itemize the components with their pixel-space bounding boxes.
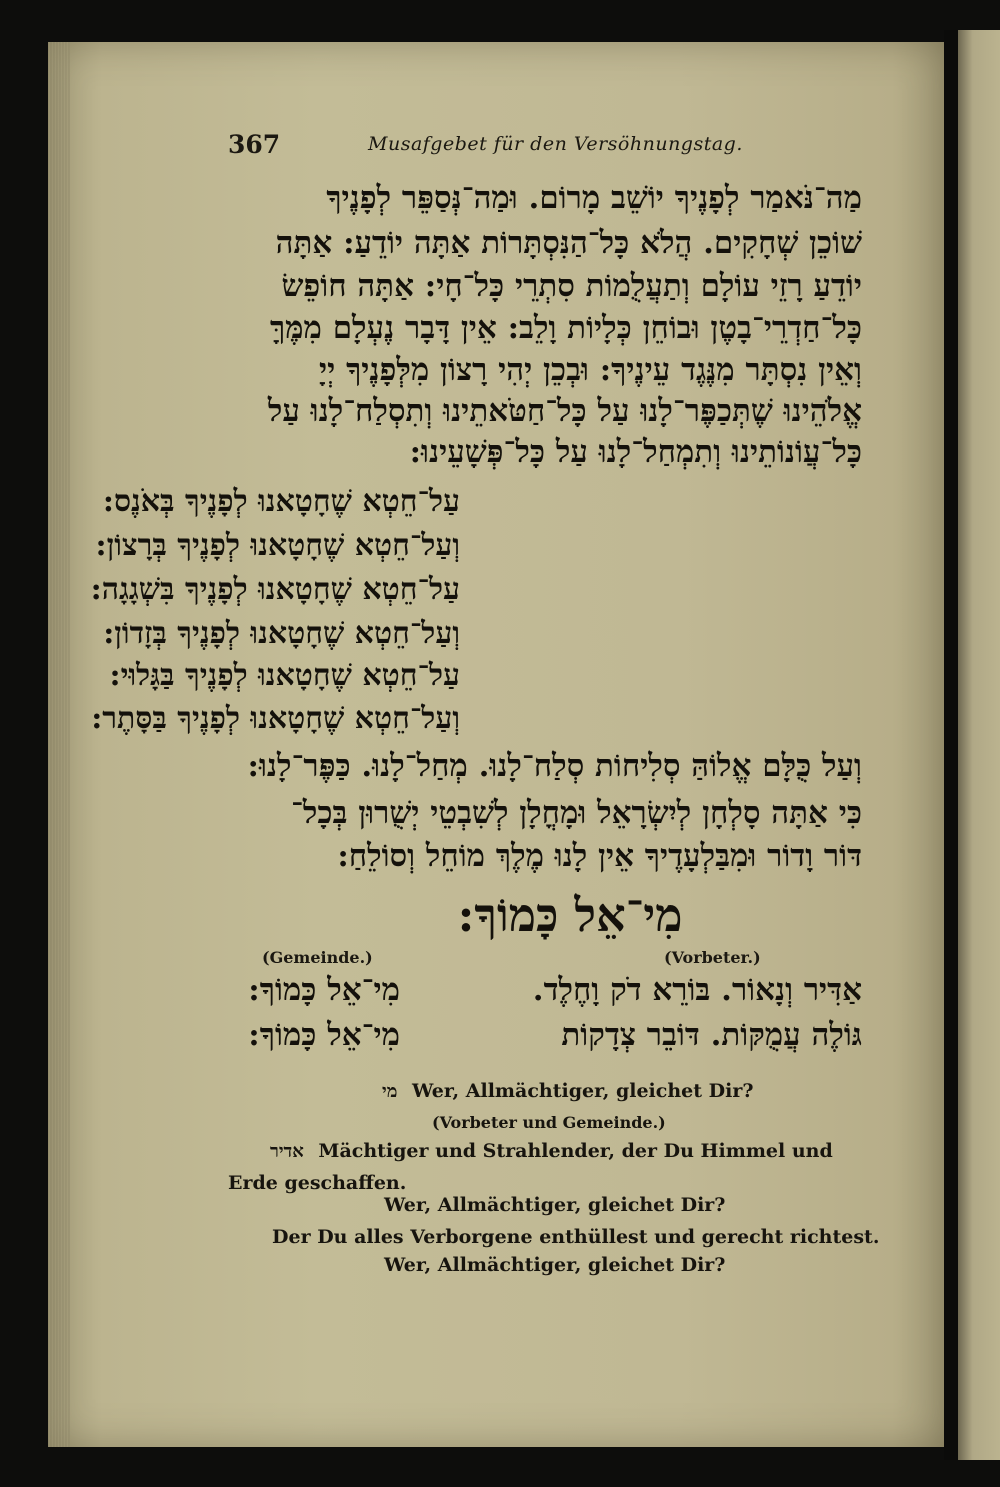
reader-verse: גּוֹלֶה עֲמֻקּוֹת. דּוֹבֵר צְדָקוֹת [561,1017,862,1053]
translation-line: Der Du alles Verborgene enthüllest und gerecht richtest. [272,1226,880,1248]
reader-verse: אַדִּיר וְנָאוֹר. בּוֹרֵא דֹק וָחֶלֶד. [532,972,862,1008]
hebrew-line: דּוֹר וָדוֹר וּמִבַּלְעָדֶיךָ אֵין לָנוּ מֶלֶךְ מוֹחֵל וְסוֹלֵחַ: [337,838,862,874]
translation-line: Wer, Allmächtiger, gleichet Dir? [384,1254,726,1276]
hebrew-line: כָּל־עֲוֹנוֹתֵינוּ וְתִמְחַל־לָנוּ עַל כָּל־פְּשָׁעֵינוּ: [409,434,862,470]
congregation-verse: מִי־אֵל כָּמוֹךָ: [248,972,400,1008]
facing-page-edge [958,30,1000,1460]
reader-label: (Vorbeter.) [664,948,761,967]
translation-text: Wer, Allmächtiger, gleichet Dir? [412,1080,754,1102]
page-edge [48,42,70,1447]
translation-line: Erde geschaffen. [228,1172,407,1194]
confession-line: עַל־חֵטְא שֶׁחָטָאנוּ לְפָנֶיךָ בְּאֹנֶס: [102,484,460,519]
page-header [228,130,868,166]
hebrew-line: שׁוֹכֵן שְׁחָקִים. הֲלֹא כָּל־הַנִּסְתָּרוֹת אַתָּה יוֹדֵעַ: אַתָּה [275,225,862,261]
hebrew-line: וְאֵין נִסְתָּר מִנֶּגֶד עֵינֶיךָ: וּבְכֵן יְהִי רָצוֹן מִלְּפָנֶיךָ יְיָ [319,352,862,388]
hebrew-line: יוֹדֵעַ רָזֵי עוֹלָם וְתַעֲלֻמוֹת סִתְרֵי כָּל־חָי: אַתָּה חוֹפֵשׂ [281,268,862,304]
translation-line [270,1140,833,1162]
translation-line [382,1080,753,1102]
hebrew-cue: אדיר [270,1141,304,1162]
confession-line: עַל־חֵטְא שֶׁחָטָאנוּ לְפָנֶיךָ בַּגָּלוּי: [109,658,460,693]
hebrew-line: כָּל־חַדְרֵי־בָטֶן וּבוֹחֵן כְּלָיוֹת וָלֵב: אֵין דָּבָר נֶעְלָם מִמֶּךָּ [269,310,862,346]
confession-line: וְעַל־חֵטְא שֶׁחָטָאנוּ לְפָנֶיךָ בְּזָדוֹן: [103,616,460,651]
congregation-verse: מִי־אֵל כָּמוֹךָ: [248,1017,400,1053]
rubric: (Vorbeter und Gemeinde.) [432,1113,666,1132]
running-title: Musafgebet für den Versöhnungstag. [368,133,743,155]
congregation-label: (Gemeinde.) [262,948,373,967]
hebrew-line: אֱלֹהֵינוּ שֶׁתְּכַפֶּר־לָנוּ עַל כָּל־חַטֹּאתֵינוּ וְתִסְלַח־לָנוּ עַל [267,393,862,429]
confession-line: וְעַל־חֵטְא שֶׁחָטָאנוּ לְפָנֶיךָ בַּסָּתֶר: [91,701,460,736]
hebrew-line: מַה־נֹּאמַר לְפָנֶיךָ יוֹשֵׁב מָרוֹם. וּמַה־נְּסַפֵּר לְפָנֶיךָ [326,180,862,216]
page-number: 367 [228,130,281,159]
translation-line: Wer, Allmächtiger, gleichet Dir? [384,1194,726,1216]
section-heading: מִי־אֵל כָּמוֹךָ: [457,888,683,942]
confession-line: וְעַל־חֵטְא שֶׁחָטָאנוּ לְפָנֶיךָ בְּרָצוֹן: [95,528,460,563]
hebrew-cue: מי [382,1081,398,1102]
confession-line: עַל־חֵטְא שֶׁחָטָאנוּ לְפָנֶיךָ בִּשְׁגָגָה: [90,572,460,607]
hebrew-line: כִּי אַתָּה סָלְחָן לְיִשְׂרָאֵל וּמָחֳלָן לְשִׁבְטֵי יְשֻׁרוּן בְּכָל־ [291,795,862,831]
translation-text: Mächtiger und Strahlender, der Du Himmel und [318,1140,833,1162]
hebrew-line: וְעַל כֻּלָּם אֱלוֹהַּ סְלִיחוֹת סְלַח־לָנוּ. מְחַל־לָנוּ. כַּפֶּר־לָנוּ: [247,748,862,784]
